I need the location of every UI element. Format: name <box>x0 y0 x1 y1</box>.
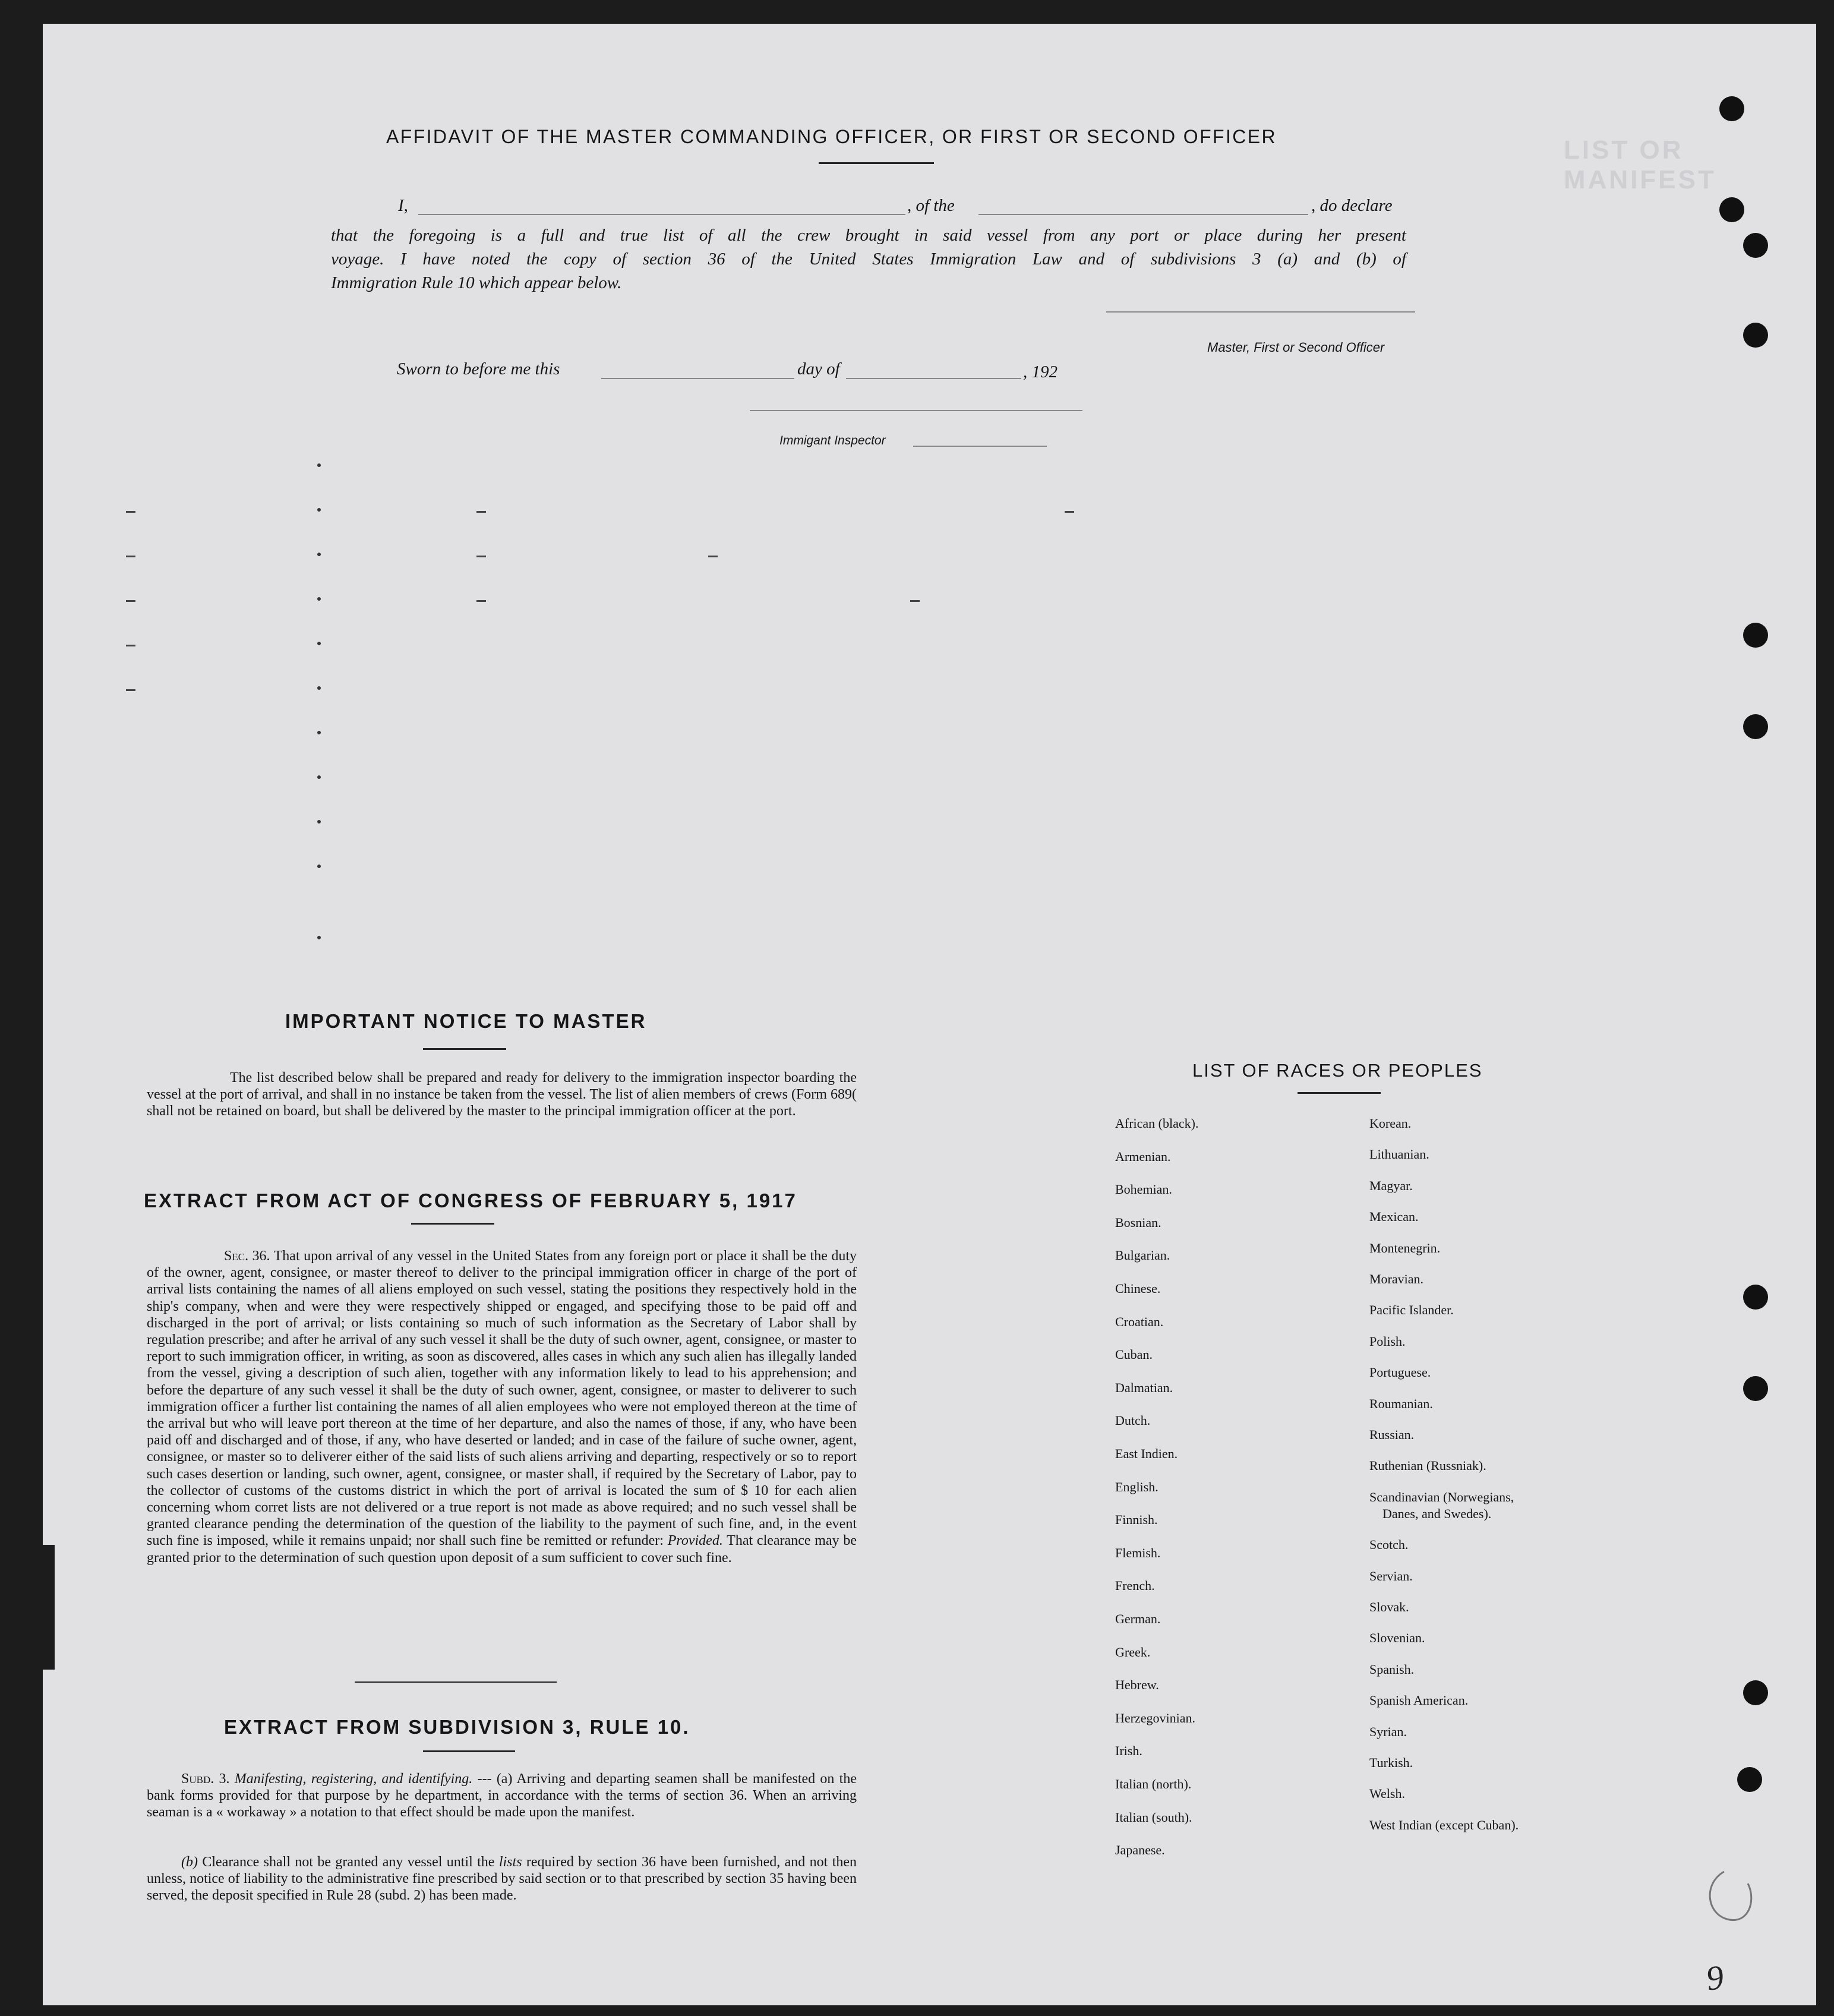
left-race-item: Dutch. <box>1115 1413 1151 1428</box>
right-race-item: Moravian. <box>1369 1272 1424 1286</box>
column-mark <box>317 553 321 556</box>
para-b-label: (b) <box>181 1854 198 1870</box>
column-mark <box>317 820 321 824</box>
affidavit-of-the-label: , of the <box>907 196 955 215</box>
right-race-item: Korean. <box>1369 1116 1412 1131</box>
column-mark <box>126 645 135 646</box>
left-race-item: German. <box>1115 1611 1161 1626</box>
left-race-item: Japanese. <box>1115 1843 1165 1858</box>
section-divider <box>355 1681 557 1683</box>
section-text: That upon arrival of any vessel in the United States from any foreign port or place it shall be the duty of the owner, agent, consignee, or master thereof to deliver to the principal immigration officer in charge of the port of arrival lists containing the names of all aliens employed on such vessel, stating the positions they respectively hold in the ship's company, when and were they were respectively shipped or engaged, and specifying those to be paid off and discharged in the port of arrival; or lists containing so much of such information as the Secretary of Labor shall by regulation prescribe; and after he arrival of any such vessel it shall be the duty of such owner, agent, consignee, or master to report to such immigration officer, in writing, as soon as discovered, alles cases in which any such alien has illegally landed from the vessel, giving a description of such alien, together with any information likely to lead to his apprehension; and before the departure of any such vessel it shall be the duty of such owner, agent, consignee, or master to deliverer to such immigration officer a further list containing the names of all alien employees who were not employed thereon at the time of the arrival but who will leave port thereon at the time of her departure, and also the names of those, if any, who have been paid off and discharged and of those, if any, who have deserted or landed; and in case of the failure of suche owner, agent, consignee, or master so to deliverer either of the said lists of such aliens arriving and departing, respectively or so to report such cases desertion or landing, such owner, agent, consignee, or master shall, if required by the Secretary of Labor, pay to the collector of customs of the customs district in which the port of arrival is located the sum of $ 10 for each alien concerning whom corret lists are not delivered or a true report is not made as above required; and no such vessel shall be granted clearance pending the determination of the question of the liability to the payment of such fine, and, in the event such fine is imposed, while it remains unpaid; nor shall such fine be remitted or refunder: <box>147 1248 857 1549</box>
left-race-item: French. <box>1115 1578 1155 1594</box>
binder-hole <box>1737 1767 1762 1792</box>
left-race-item: Italian (north). <box>1115 1777 1192 1791</box>
binder-hole <box>1743 233 1768 258</box>
subd-label: Subd. 3. <box>181 1771 230 1787</box>
section-text-end: That clearance may be granted prior to the determination of such question upon deposit of a sum sufficient to cover such fine. <box>147 1533 857 1566</box>
rule-extract-rule <box>423 1750 515 1752</box>
right-race-item: Scotch. <box>1369 1537 1409 1553</box>
column-mark <box>708 556 718 557</box>
affidavit-title: AFFIDAVIT OF THE MASTER COMMANDING OFFICER, OR FIRST OR SECOND OFFICER <box>386 126 1277 147</box>
left-race-item: African (black). <box>1115 1116 1199 1131</box>
right-race-item: Russian. <box>1369 1427 1415 1442</box>
rule-extract-title: EXTRACT FROM SUBDIVISION 3, RULE 10. <box>224 1716 690 1738</box>
left-race-item: Flemish. <box>1115 1545 1161 1560</box>
column-mark <box>317 775 321 779</box>
left-race-item: Italian (south). <box>1115 1809 1192 1825</box>
left-race-item: Bohemian. <box>1115 1182 1172 1197</box>
year-label: , 192 <box>1023 362 1058 381</box>
master-signature-label: Master, First or Second Officer <box>1207 340 1385 355</box>
column-mark <box>476 556 486 557</box>
right-race-item: Polish. <box>1369 1333 1406 1349</box>
column-mark <box>476 600 486 602</box>
races-rule <box>1298 1092 1381 1094</box>
left-race-item: Bosnian. <box>1115 1214 1161 1230</box>
column-mark <box>1065 511 1074 513</box>
sworn-day-line <box>601 378 794 379</box>
binder-hole <box>1743 323 1768 348</box>
torn-edge <box>43 1545 55 1670</box>
column-mark <box>317 642 321 645</box>
binder-hole <box>1743 1680 1768 1705</box>
title-rule <box>819 162 934 164</box>
inspector-extension-line <box>913 446 1047 447</box>
right-race-item: Welsh. <box>1369 1786 1405 1802</box>
right-race-item: Lithuanian. <box>1369 1147 1429 1162</box>
para-b-text-end: required by section 36 have been furnished, and not then unless, notice of liability to the administrative fine prescribed by said section or to that prescribed by section 35 having been served, the deposit specified in Rule 28 (subd. 2) has been made. <box>147 1854 857 1904</box>
para-b-text: Clearance shall not be granted any vessel until the <box>202 1854 495 1870</box>
left-race-item: Greek. <box>1115 1644 1151 1660</box>
column-mark <box>317 508 321 512</box>
act-extract-title: EXTRACT FROM ACT OF CONGRESS OF FEBRUARY 5, 1917 <box>144 1190 797 1212</box>
column-mark <box>126 600 135 602</box>
rule-para-a <box>147 1771 857 1821</box>
subd-heading: Manifesting, registering, and identifying. <box>234 1771 473 1787</box>
right-race-item: Slovak. <box>1369 1599 1409 1614</box>
left-race-item: East Indien. <box>1115 1446 1178 1461</box>
page-number: 9 <box>1703 1957 1726 1998</box>
left-race-item: English. <box>1115 1479 1159 1494</box>
right-race-item: Montenegrin. <box>1369 1240 1441 1255</box>
column-mark <box>317 865 321 868</box>
column-mark <box>126 556 135 557</box>
affidavit-line-3: voyage. I have noted the copy of section 36 of the United States Immigration Law and of subdivisions 3 (a) and (b) of <box>331 250 1406 269</box>
binder-hole <box>1743 623 1768 648</box>
sworn-month-line <box>846 378 1021 379</box>
binder-hole <box>1743 1285 1768 1310</box>
bleed-through-text: LIST OR MANIFEST <box>1564 135 1716 194</box>
right-race-item: Danes, and Swedes). <box>1382 1506 1492 1521</box>
master-signature-line <box>1106 311 1415 313</box>
affidavit-line-4: Immigration Rule 10 which appear below. <box>331 273 622 292</box>
left-race-item: Herzegovinian. <box>1115 1710 1195 1725</box>
notice-body: The list described below shall be prepared and ready for delivery to the immigration inspector boarding the vessel at the port of arrival, and shall in no instance be taken from the vessel. The list of alien members of crews (Form 689( shall not be retained on board, but shall be delivered by the master to the principal immigration officer at the port. <box>147 1070 857 1119</box>
column-mark <box>317 597 321 601</box>
right-race-item: Portuguese. <box>1369 1365 1431 1380</box>
act-extract-body <box>147 1248 857 1566</box>
column-mark <box>317 463 321 467</box>
officer-name-line <box>418 214 905 215</box>
inspector-signature-line <box>750 410 1082 411</box>
right-race-item: Spanish American. <box>1369 1693 1469 1708</box>
affidavit-i-label: I, <box>398 196 408 215</box>
left-race-item: Croatian. <box>1115 1314 1164 1329</box>
right-race-item: Mexican. <box>1369 1209 1419 1225</box>
sworn-label: Sworn to before me this <box>397 359 560 378</box>
right-race-item: West Indian (except Cuban). <box>1369 1817 1519 1832</box>
right-race-item: Syrian. <box>1369 1724 1407 1739</box>
day-of-label: day of <box>797 359 840 378</box>
binder-hole <box>1743 1376 1768 1401</box>
right-race-item: Ruthenian (Russniak). <box>1369 1458 1486 1474</box>
binder-hole <box>1743 714 1768 739</box>
document-page <box>43 24 1816 2005</box>
notice-rule <box>423 1048 506 1050</box>
affidavit-declare-label: , do declare <box>1311 196 1393 215</box>
left-race-item: Finnish. <box>1115 1512 1158 1528</box>
para-b-lists: lists <box>498 1854 522 1870</box>
vessel-name-line <box>978 214 1308 215</box>
column-mark <box>126 511 135 513</box>
right-race-item: Scandinavian (Norwegians, <box>1369 1489 1514 1504</box>
left-race-item: Chinese. <box>1115 1281 1161 1296</box>
races-title: LIST OF RACES OR PEOPLES <box>1192 1060 1483 1081</box>
left-race-item: Hebrew. <box>1115 1677 1159 1693</box>
binder-hole <box>1719 197 1744 222</box>
act-extract-rule <box>411 1223 494 1225</box>
para-a-text: Arriving and departing seamen shall be manifested on the bank forms provided for that purpose by he department, in accordance with the terms of section 36. When an arriving seaman is a « workaway » a notation to that effect should be made upon the manifest. <box>147 1771 857 1821</box>
section-label: Sec. 36. <box>224 1248 270 1264</box>
column-mark <box>317 731 321 734</box>
para-a-label: --- (a) <box>477 1771 513 1787</box>
left-race-item: Bulgarian. <box>1115 1248 1170 1263</box>
notice-title: IMPORTANT NOTICE TO MASTER <box>285 1010 647 1032</box>
column-mark <box>126 689 135 691</box>
right-race-item: Roumanian. <box>1369 1396 1433 1411</box>
right-race-item: Spanish. <box>1369 1661 1415 1677</box>
right-race-item: Magyar. <box>1369 1178 1413 1193</box>
left-race-item: Cuban. <box>1115 1347 1153 1362</box>
right-race-item: Slovenian. <box>1369 1630 1425 1646</box>
right-race-item: Turkish. <box>1369 1755 1413 1770</box>
provided-label: Provided. <box>667 1533 723 1549</box>
column-mark <box>317 686 321 690</box>
left-race-item: Irish. <box>1115 1743 1142 1759</box>
binder-hole <box>1719 96 1744 121</box>
left-race-item: Dalmatian. <box>1115 1380 1173 1395</box>
inspector-label: Immigant Inspector <box>779 434 886 447</box>
affidavit-line-2: that the foregoing is a full and true list of all the crew brought in said vessel from any port or place during her present <box>331 226 1406 245</box>
right-race-item: Pacific Islander. <box>1369 1302 1454 1318</box>
column-mark <box>910 600 920 602</box>
column-mark <box>317 936 321 939</box>
right-race-item: Servian. <box>1369 1568 1413 1583</box>
rule-para-b <box>147 1854 857 1904</box>
column-mark <box>476 511 486 513</box>
left-race-item: Armenian. <box>1115 1149 1171 1164</box>
